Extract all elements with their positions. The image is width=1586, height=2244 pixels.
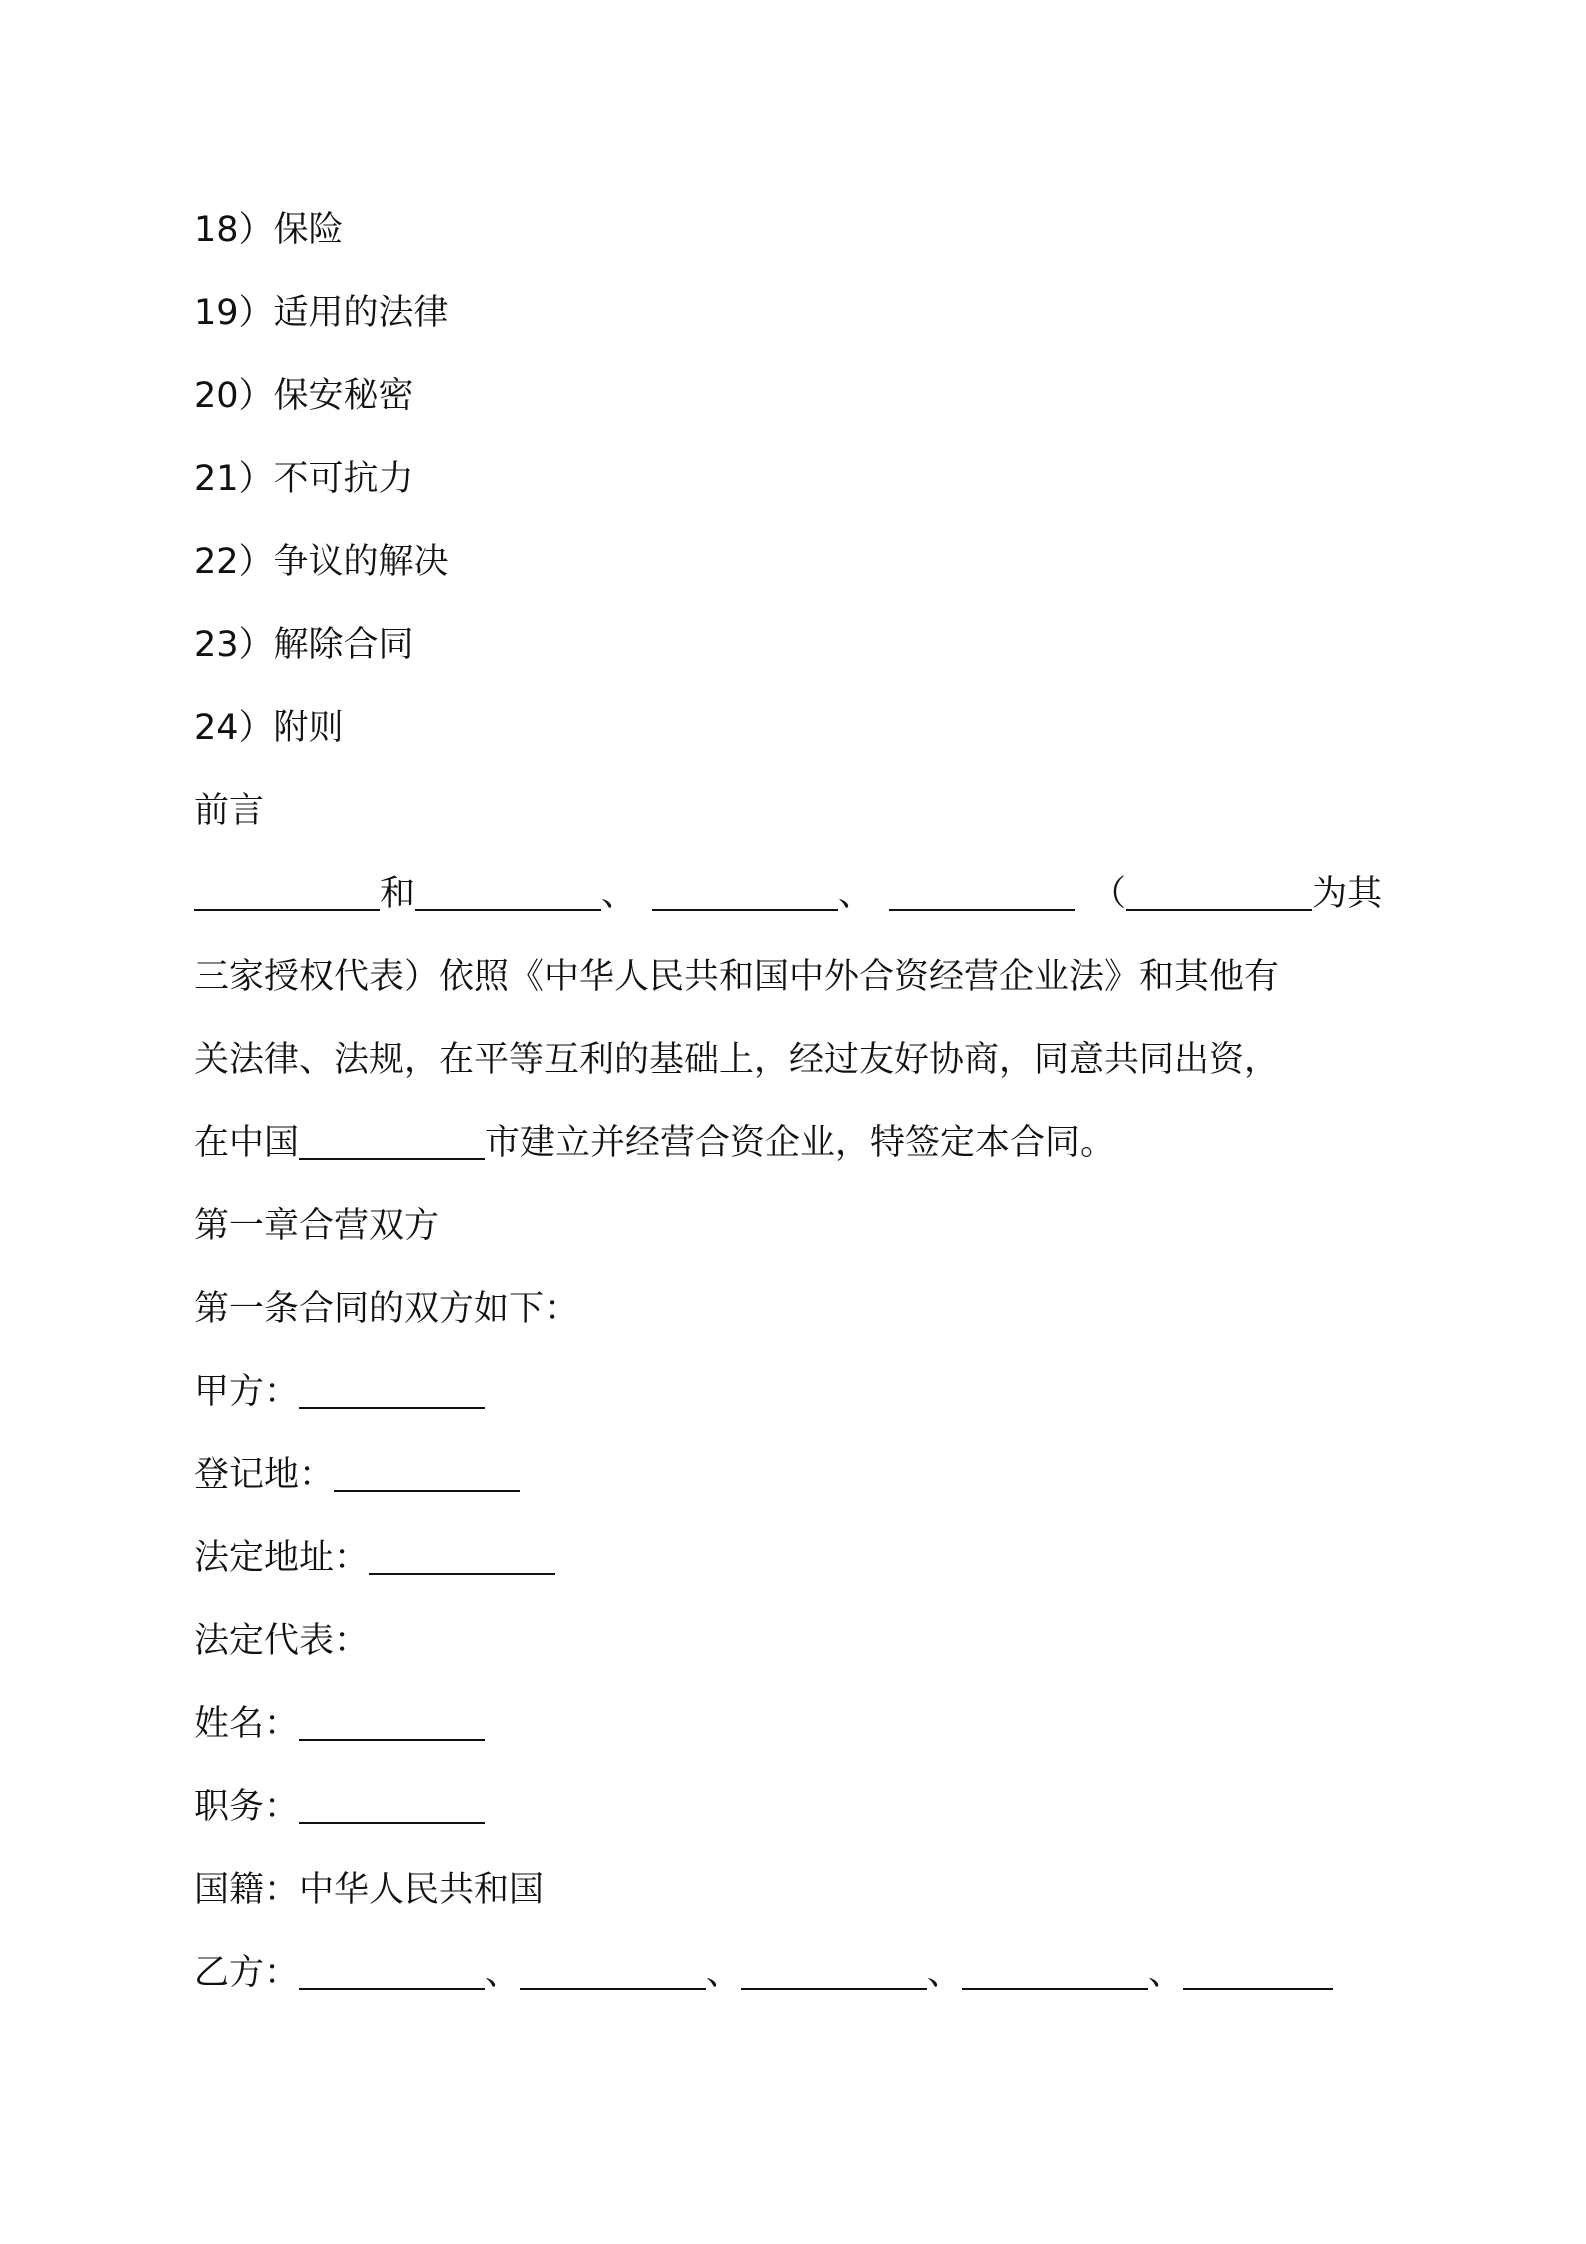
fill-blank [1126, 908, 1312, 911]
toc-text: 保安秘密 [273, 376, 414, 416]
fill-blank [299, 1738, 485, 1741]
preface-heading: 前言 [194, 791, 265, 831]
fill-blank [962, 1987, 1148, 1990]
legal-rep-row: 法定代表： [194, 1621, 370, 1661]
toc-number: 20） [194, 376, 274, 416]
toc-item-22 [194, 537, 449, 587]
party-b-label: 乙方： [194, 1953, 300, 1993]
fill-blank [299, 1157, 485, 1160]
legal-address-label: 法定地址： [194, 1538, 370, 1578]
fill-blank [652, 908, 838, 911]
position-row [194, 1782, 485, 1832]
separator: 、 [1148, 1953, 1184, 1993]
toc-number: 23） [194, 625, 274, 665]
toc-text: 争议的解决 [273, 542, 449, 582]
fill-blank [299, 1987, 485, 1990]
toc-number: 24） [194, 708, 274, 748]
fill-blank [369, 1572, 555, 1575]
fill-blank [889, 908, 1075, 911]
toc-text: 附则 [273, 708, 344, 748]
separator: 、 [485, 1953, 521, 1993]
toc-number: 22） [194, 542, 274, 582]
fill-blank [1183, 1987, 1333, 1990]
fill-blank [299, 1821, 485, 1824]
position-label: 职务： [194, 1787, 300, 1827]
separator: 、 [838, 874, 874, 914]
text-tail: 为其 [1312, 874, 1383, 914]
open-paren: （ [1091, 874, 1127, 914]
text-and: 和 [380, 874, 416, 914]
nationality-row [194, 1865, 544, 1915]
toc-item-20 [194, 371, 414, 421]
toc-item-24 [194, 703, 344, 753]
toc-item-21 [194, 454, 414, 504]
toc-text: 适用的法律 [273, 293, 449, 333]
preface-line-3: 关法律、法规，在平等互利的基础上，经过友好协商，同意共同出资， [194, 1040, 1280, 1080]
toc-text: 不可抗力 [273, 459, 414, 499]
chapter-heading: 第一章合营双方 [194, 1206, 440, 1246]
preface-line-4 [194, 1118, 1115, 1168]
fill-blank [334, 1489, 520, 1492]
nationality-value: 中华人民共和国 [299, 1870, 545, 1910]
text-before: 在中国 [194, 1123, 300, 1163]
separator: 、 [706, 1953, 742, 1993]
legal-address-row [194, 1533, 555, 1583]
party-a-row [194, 1367, 485, 1417]
fill-blank [520, 1987, 706, 1990]
toc-item-23 [194, 620, 414, 670]
name-row [194, 1699, 485, 1749]
nationality-label: 国籍： [194, 1870, 300, 1910]
registration-row [194, 1450, 520, 1500]
separator: 、 [927, 1953, 963, 1993]
toc-item-18 [194, 205, 344, 255]
toc-number: 18） [194, 210, 274, 250]
preface-line-2: 三家授权代表）依照《中华人民共和国中外合资经营企业法》和其他有 [194, 957, 1280, 997]
fill-blank [194, 908, 380, 911]
name-label: 姓名： [194, 1704, 300, 1744]
party-a-label: 甲方： [194, 1372, 300, 1412]
separator: 、 [601, 874, 637, 914]
toc-number: 21） [194, 459, 274, 499]
article-1: 第一条合同的双方如下： [194, 1289, 580, 1329]
fill-blank [415, 908, 601, 911]
toc-text: 解除合同 [273, 625, 414, 665]
fill-blank [741, 1987, 927, 1990]
toc-text: 保险 [273, 210, 344, 250]
preface-line-1 [194, 869, 1382, 919]
fill-blank [299, 1406, 485, 1409]
text-after: 市建立并经营合资企业，特签定本合同。 [485, 1123, 1116, 1163]
registration-label: 登记地： [194, 1455, 335, 1495]
party-b-row [194, 1948, 1333, 1998]
toc-item-19 [194, 288, 449, 338]
toc-number: 19） [194, 293, 274, 333]
